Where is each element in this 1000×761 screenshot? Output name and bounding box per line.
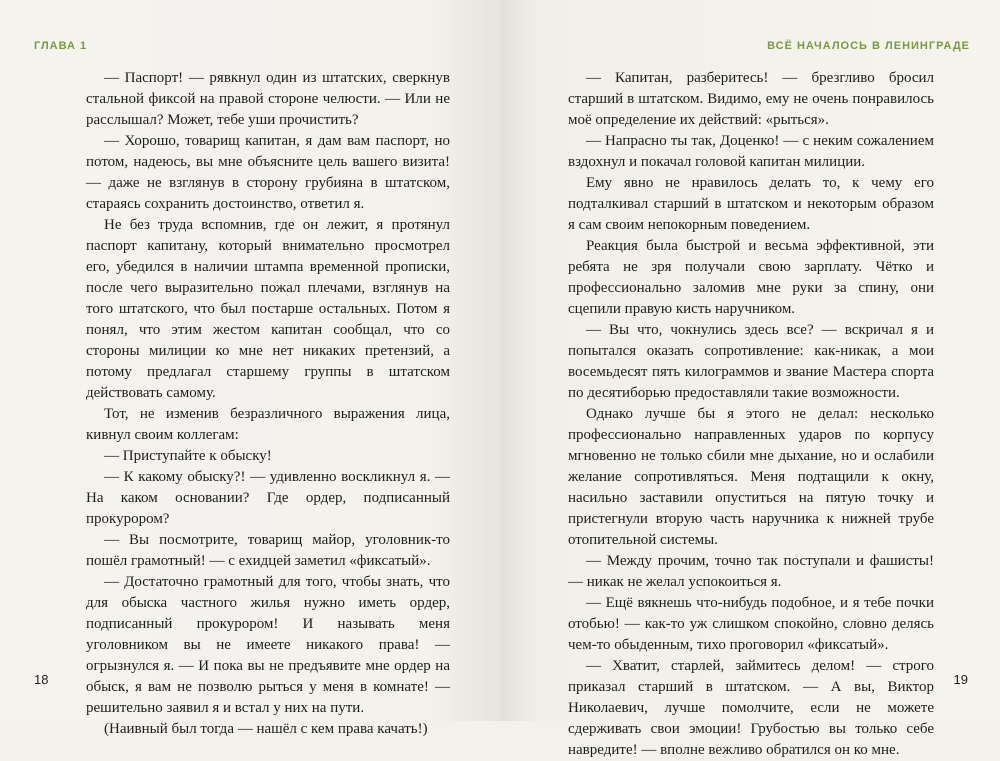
paragraph: — Хватит, старлей, займитесь делом! — строго приказал старший в штатском. — А вы, Виктор Николаевич, лучше помолчите, если не можете сдерживать свои эмоции! Грубостью вы только себе навредите! — вполне вежливо обратился он ко мне.	[568, 658, 934, 758]
running-head-right: ВСЁ НАЧАЛОСЬ В ЛЕНИНГРАДЕ	[767, 40, 970, 52]
paragraph: Тот, не изменив безразличного выражения лица, кивнул своим коллегам:	[86, 406, 450, 443]
paragraph: — Между прочим, точно так поступали и фашисты! — никак не желал успокоиться я.	[568, 553, 934, 590]
paragraph: — Вы посмотрите, товарищ майор, уголовник-то пошёл грамотный! — с ехидцей заметил «фиксатый».	[86, 532, 450, 569]
paragraph: — Хорошо, товарищ капитан, я дам вам паспорт, но потом, надеюсь, вы мне объясните цель вашего визита! — даже не взглянув в сторону грубияна в штатском, стараясь сохранить достоинство, ответил я.	[86, 133, 450, 212]
paragraph: — К какому обыску?! — удивленно воскликнул я. — На каком основании? Где ордер, подписанный прокурором?	[86, 469, 450, 527]
page-number-left: 18	[34, 672, 49, 687]
left-page-text	[86, 68, 450, 740]
paragraph: Ему явно не нравилось делать то, к чему его подталкивал старший в штатском и некоторым образом я сам своим непокорным поведением.	[568, 175, 934, 233]
page-number-right: 19	[953, 672, 968, 687]
paragraph: (Наивный был тогда — нашёл с кем права качать!)	[104, 721, 428, 737]
paragraph: Не без труда вспомнив, где он лежит, я протянул паспорт капитану, который внимательно просмотрел его, убедился в наличии штампа временной прописки, после чего выразительно пожал плечами, взглянув на того штатского, что был постарше остальных. Потом я понял, что этим жестом капитан сообщал, что со стороны милиции ко мне нет никаких претензий, а потому предлагал старшему группы в штатском действовать самому.	[86, 217, 450, 401]
paragraph: — Ещё вякнешь что-нибудь подобное, и я тебе почки отобью! — как-то уж слишком спокойно, словно делясь чем-то обыденным, тихо проговорил «фиксатый».	[568, 595, 934, 653]
paragraph: Однако лучше бы я этого не делал: несколько профессионально направленных ударов по корпусу мгновенно не только сбили мне дыхание, но и ослабили желание сопротивляться. Меня подтащили к окну, насильно заставили опуститься на пятую точку и пристегнули вторую часть наручника к нижней трубе отопительной системы.	[568, 406, 934, 548]
left-page	[0, 0, 500, 737]
paragraph: — Капитан, разберитесь! — брезгливо бросил старший в штатском. Видимо, ему не очень понравилось моё определение их действий: «рыться».	[568, 70, 934, 128]
right-page-text	[568, 68, 934, 761]
running-head-left: ГЛАВА 1	[34, 40, 88, 52]
paragraph: Реакция была быстрой и весьма эффективной, эти ребята не зря получали свою зарплату. Чётко и профессионально заломив мне руки за спину, они сцепили правую кисть наручником.	[568, 238, 934, 317]
paragraph: — Приступайте к обыску!	[104, 448, 272, 464]
paragraph: — Достаточно грамотный для того, чтобы знать, что для обыска частного жилья нужно иметь ордер, подписанный прокурором! И называть меня уголовником вы не имеете никакого права! — огрызнулся я. — И пока вы не предъявите мне ордер на обыск, я вам не позволю рыться у меня в комнате! — решительно заявил я и встал у них на пути.	[86, 574, 450, 716]
paragraph: — Вы что, чокнулись здесь все? — вскричал я и попытался оказать сопротивление: как-никак, а мои восемьдесят пять килограммов и звание Мастера спорта по десятиборью предоставляли такие возможности.	[568, 322, 934, 401]
paragraph: — Напрасно ты так, Доценко! — с неким сожалением вздохнул и покачал головой капитан милиции.	[568, 133, 934, 170]
paragraph: — Паспорт! — рявкнул один из штатских, сверкнув стальной фиксой на правой стороне челюсти. — Или не расслышал? Может, тебе уши прочистить?	[86, 70, 450, 128]
right-page	[500, 0, 1000, 758]
